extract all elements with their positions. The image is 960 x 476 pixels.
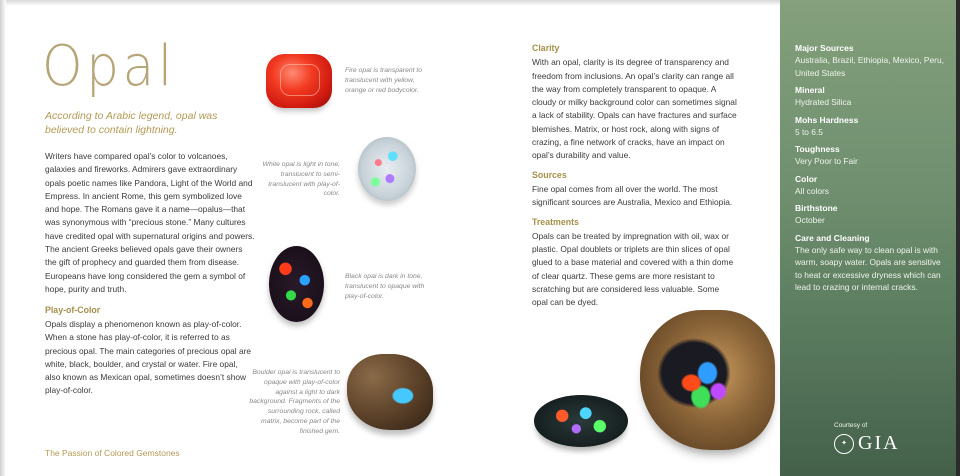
treatments-body: Opals can be treated by impregnation with oil, wax or plastic. Opal doublets or triplets are thin slices of opal glued to a base material and covered with a thin dome of clear quartz. These gems are more resistant to scratching but are considered less valuable. Some opal can be dyed. xyxy=(532,230,734,308)
facts-panel xyxy=(780,0,956,476)
toughness-value: Very Poor to Fair xyxy=(795,156,858,166)
gia-seal-icon: ✦ xyxy=(834,434,854,454)
white-opal-image xyxy=(358,137,416,201)
care-label: Care and Cleaning xyxy=(795,232,870,243)
fire-opal-image xyxy=(266,54,332,108)
toughness-label: Toughness xyxy=(795,144,840,154)
birthstone-value: October xyxy=(795,215,825,225)
birthstone-label: Birthstone xyxy=(795,203,838,213)
gia-logo xyxy=(834,432,900,455)
mohs-value: 5 to 6.5 xyxy=(795,126,823,137)
major-sources-value: Australia, Brazil, Ethiopia, Mexico, Peru, United States xyxy=(795,55,944,78)
rough-opal-image xyxy=(640,310,775,450)
white-opal-caption: White opal is light in tone, translucent to semi-translucent with play-of-color. xyxy=(262,161,340,198)
mineral-label: Mineral xyxy=(795,85,825,95)
play-of-color-heading: Play-of-Color xyxy=(45,305,101,315)
mineral-value: Hydrated Silica xyxy=(795,97,852,107)
footer-title: The Passion of Colored Gemstones xyxy=(45,448,180,458)
care-value: The only safe way to clean opal is with warm, soapy water. Opals are sensitive to heat or excessive dryness which can lead to crazing or internal cracks. xyxy=(795,244,941,292)
facts-list xyxy=(795,42,945,299)
boulder-opal-image xyxy=(347,354,433,430)
page-edge-right xyxy=(956,0,960,476)
properties-column xyxy=(532,42,737,316)
play-of-color-body: Opals display a phenomenon known as play-of-color. When a stone has play-of-color, it is referred to as precious opal. The main categories of precious opal are white, black, boulder, and crystal or water. Fire opal, also known as Mexican opal, sometimes doesn’t show play-of-color. xyxy=(45,319,252,396)
black-opal-image xyxy=(269,246,324,322)
tagline: According to Arabic legend, opal was believed to contain lightning. xyxy=(45,110,218,136)
major-sources-label: Major Sources xyxy=(795,43,854,53)
page-shadow-left xyxy=(0,0,6,476)
clarity-body: With an opal, clarity is its degree of transparency and freedom from inclusions. An opal’s clarity can range all the way from completely transparent to opaque. A cloudy or milky background color can sometimes signal a lack of stability. Opals can have fractures and surface blemishes. Matrix, or host rock, along with signs of crazing, a fine network of cracks, have an impact on opal’s durability and value. xyxy=(532,57,737,161)
gia-logo-text: GIA xyxy=(858,432,900,454)
opal-cabochon-image xyxy=(534,395,628,447)
intro-paragraph: Writers have compared opal’s color to volcanoes, galaxies and fireworks. Admirers gave extraordinary opals poetic names like Pandora, Light of the World and Empress. In ancient Rome, this gem symbolized love and hope. The Romans gave it a name—opalus—that was synonymous with “precious stone.” Many cultures have credited opal with supernatural origins and powers. The ancient Greeks believed opals gave their owners the gift of prophecy and guarded them from disease. Europeans have long considered the gem a symbol of hope, purity and truth. xyxy=(45,151,255,294)
color-value: All colors xyxy=(795,185,829,196)
black-opal-caption: Black opal is dark in tone, translucent to opaque with play-of-color. xyxy=(345,273,425,300)
sources-heading: Sources xyxy=(532,169,567,180)
page-title: Opal xyxy=(42,34,176,99)
color-label: Color xyxy=(795,173,818,184)
boulder-opal-caption: Boulder opal is translucent to opaque with play-of-color against a light to dark background. Fragments of the surrounding rock, called matrix, become part of the finished gem. xyxy=(249,369,340,435)
mohs-label: Mohs Hardness xyxy=(795,114,859,125)
courtesy-text: Courtesy of xyxy=(834,422,868,429)
sources-body: Fine opal comes from all over the world. The most significant sources are Australia, Mexico and Ethiopia. xyxy=(532,183,733,208)
treatments-heading: Treatments xyxy=(532,216,579,227)
clarity-heading: Clarity xyxy=(532,43,560,53)
fire-opal-caption: Fire opal is transparent to translucent with yellow, orange or red bodycolor. xyxy=(345,67,423,94)
page-shadow-top xyxy=(0,0,780,6)
